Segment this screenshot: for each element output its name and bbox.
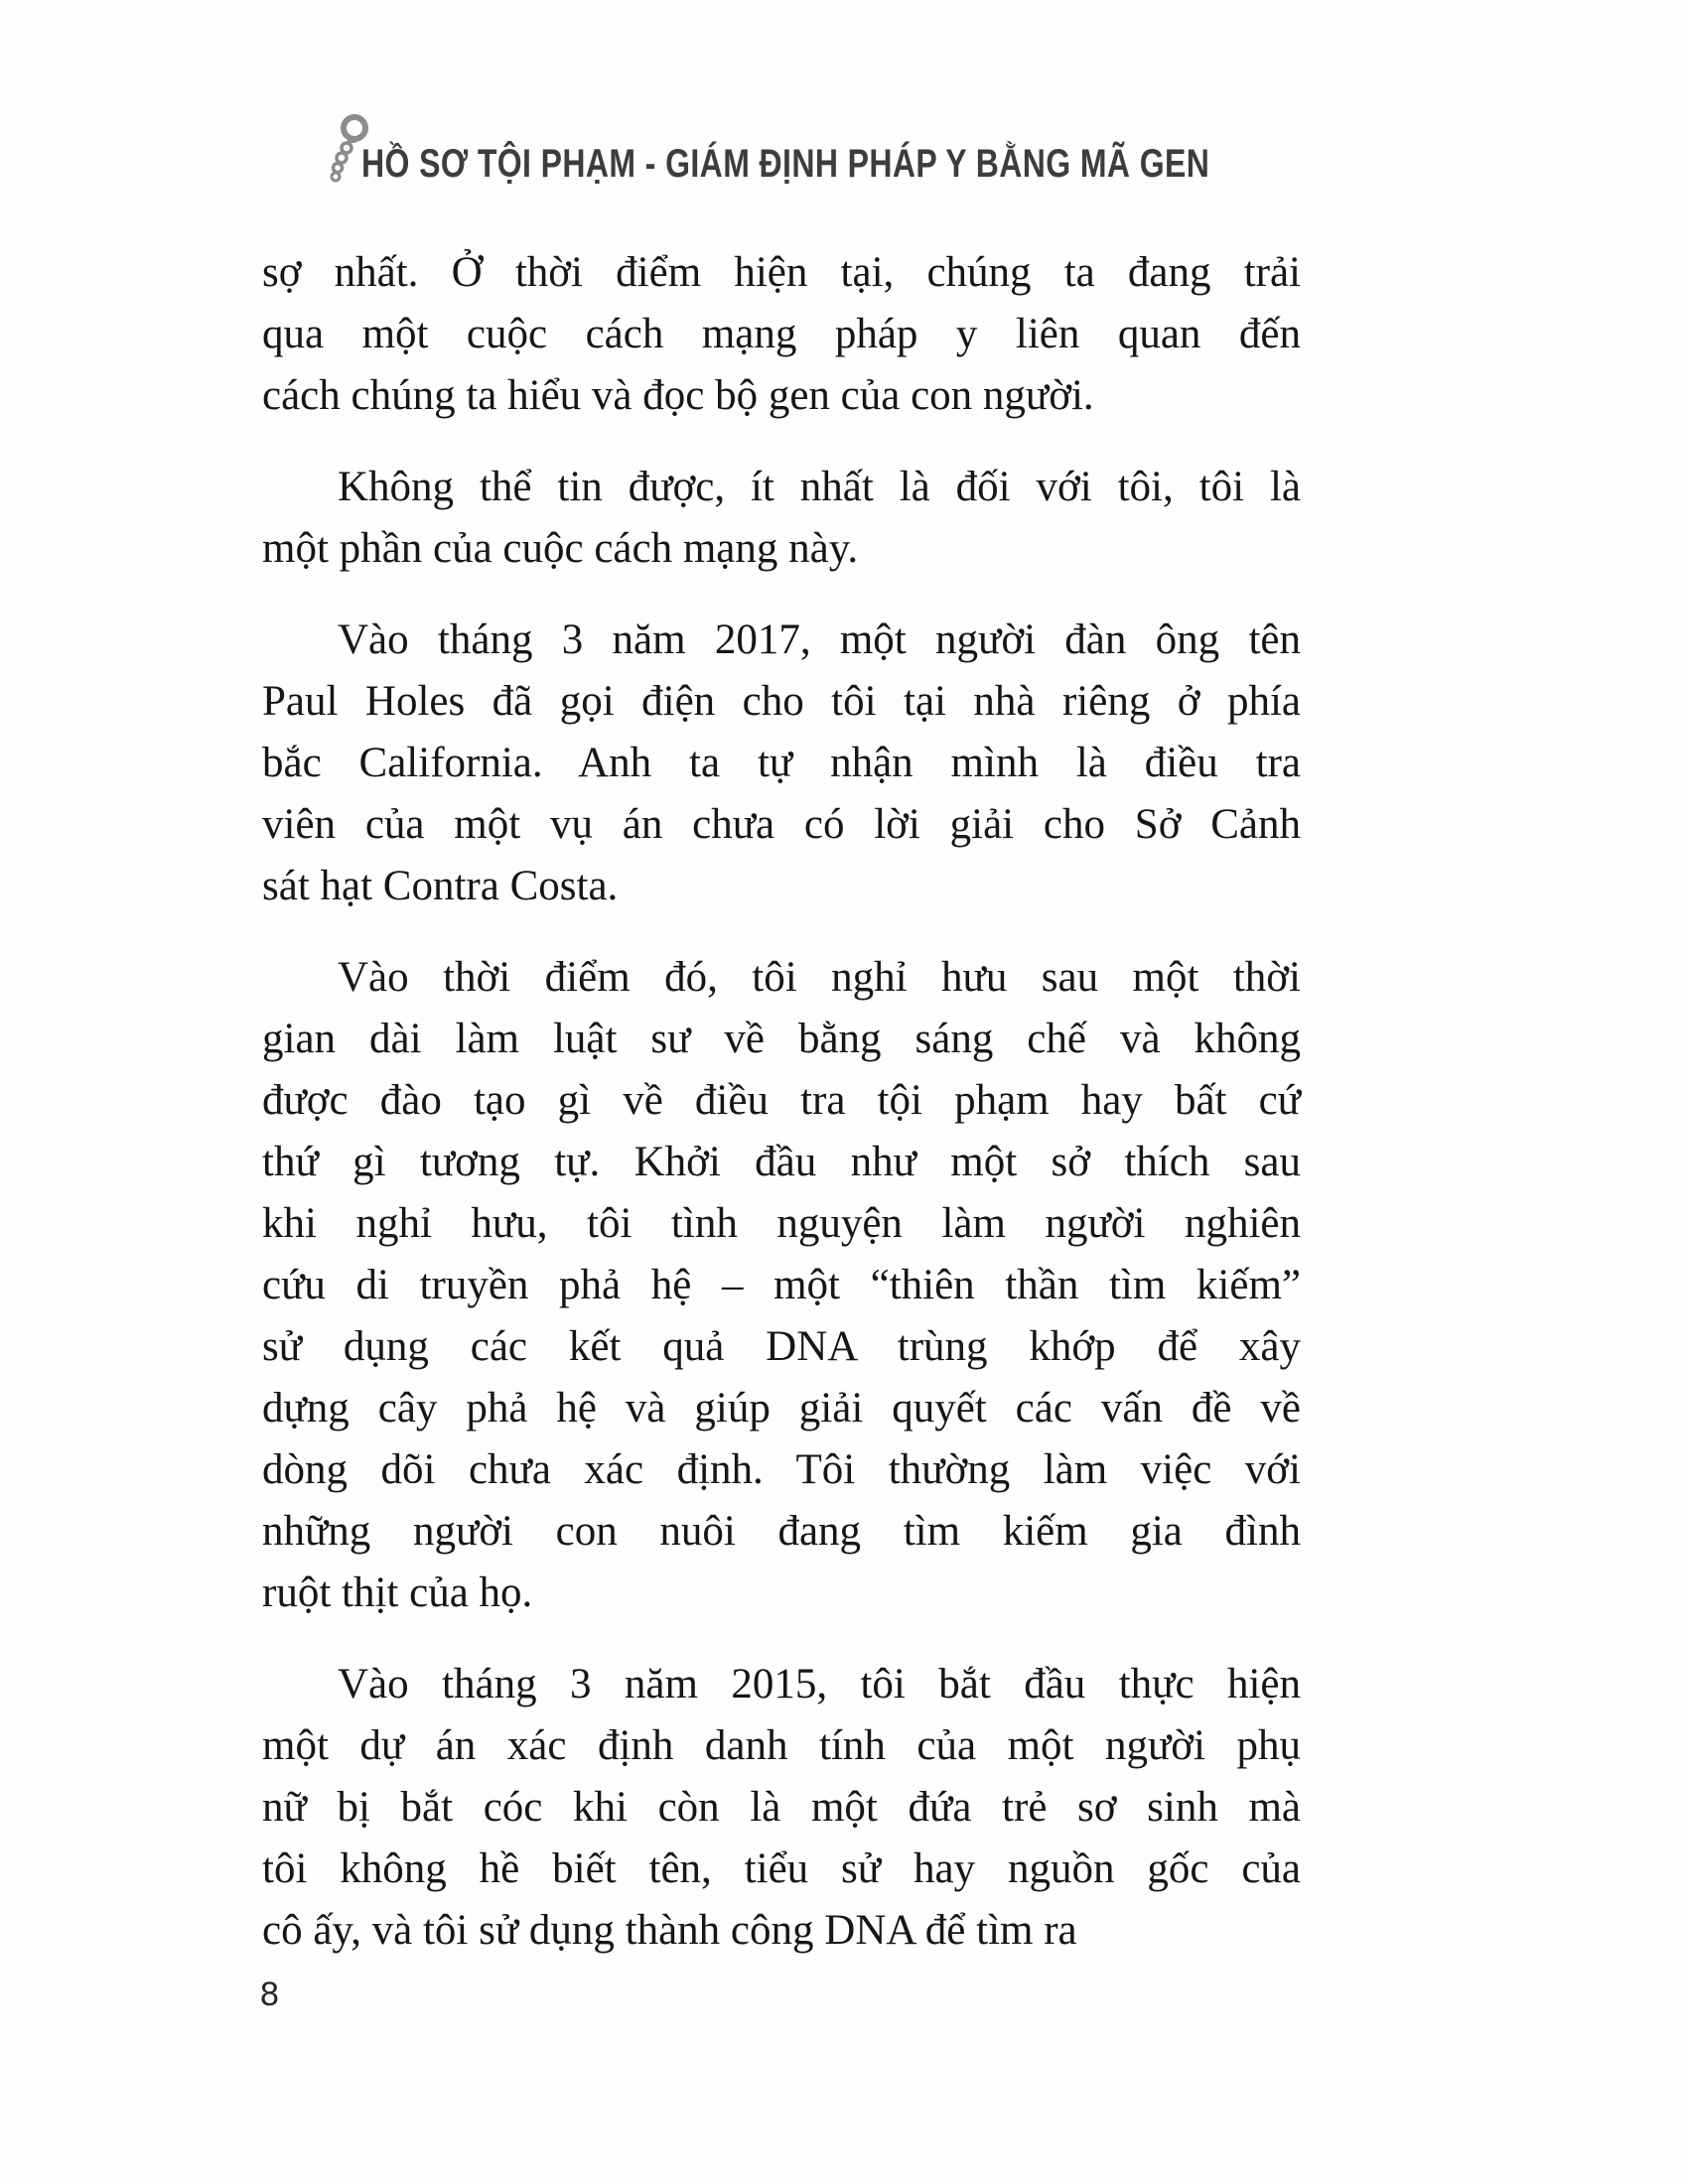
- text-line: gian dài làm luật sư về bằng sáng chế và không: [262, 1016, 1301, 1062]
- text-line: cách chúng ta hiểu và đọc bộ gen của con người.: [262, 372, 1094, 419]
- text-line: Không thể tin được, ít nhất là đối với tôi, tôi là: [338, 464, 1301, 510]
- text-line: tôi không hề biết tên, tiểu sử hay nguồn gốc của: [262, 1845, 1301, 1892]
- paragraph-3: [262, 610, 1301, 917]
- text-line: bắc California. Anh ta tự nhận mình là điều tra: [262, 740, 1301, 786]
- text-line: Vào thời điểm đó, tôi nghỉ hưu sau một thời: [338, 954, 1301, 1001]
- text-line: Vào tháng 3 năm 2015, tôi bắt đầu thực hiện: [338, 1661, 1301, 1707]
- text-line: sát hạt Contra Costa.: [262, 863, 619, 909]
- text-line: khi nghỉ hưu, tôi tình nguyện làm người nghiên: [262, 1200, 1301, 1247]
- text-line: ruột thịt của họ.: [262, 1570, 533, 1616]
- header-title: HỒ SƠ TỘI PHẠM - GIÁM ĐỊNH PHÁP Y BẰNG MÃ GEN: [361, 142, 1210, 186]
- text-line: dòng dõi chưa xác định. Tôi thường làm việc với: [262, 1446, 1301, 1493]
- text-line: một dự án xác định danh tính của một người phụ: [262, 1722, 1301, 1769]
- text-line: Vào tháng 3 năm 2017, một người đàn ông tên: [338, 616, 1301, 663]
- text-line: sử dụng các kết quả DNA trùng khớp để xây: [262, 1323, 1301, 1370]
- text-line: viên của một vụ án chưa có lời giải cho Sở Cảnh: [262, 801, 1301, 848]
- text-line: thứ gì tương tự. Khởi đầu như một sở thích sau: [262, 1139, 1301, 1185]
- page-number: 8: [260, 1976, 279, 2013]
- text-line: cô ấy, và tôi sử dụng thành công DNA để tìm ra: [262, 1907, 1077, 1954]
- text-line: nữ bị bắt cóc khi còn là một đứa trẻ sơ sinh mà: [262, 1784, 1301, 1831]
- text-line: cứu di truyền phả hệ – một “thiên thần tìm kiếm”: [262, 1262, 1301, 1308]
- body-text: [262, 242, 1301, 1991]
- paragraph-1: [262, 242, 1301, 427]
- paragraph-4: [262, 947, 1301, 1624]
- text-line: những người con nuôi đang tìm kiếm gia đình: [262, 1508, 1301, 1555]
- text-line: qua một cuộc cách mạng pháp y liên quan đến: [262, 311, 1301, 357]
- text-line: Paul Holes đã gọi điện cho tôi tại nhà riêng ở phía: [262, 678, 1301, 725]
- text-line: sợ nhất. Ở thời điểm hiện tại, chúng ta đang trải: [262, 249, 1301, 296]
- text-line: dựng cây phả hệ và giúp giải quyết các vấn đề về: [262, 1385, 1301, 1432]
- text-line: một phần của cuộc cách mạng này.: [262, 525, 859, 572]
- paragraph-5: [262, 1654, 1301, 1962]
- paragraph-2: [262, 457, 1301, 580]
- text-line: được đào tạo gì về điều tra tội phạm hay bất cứ: [262, 1077, 1301, 1124]
